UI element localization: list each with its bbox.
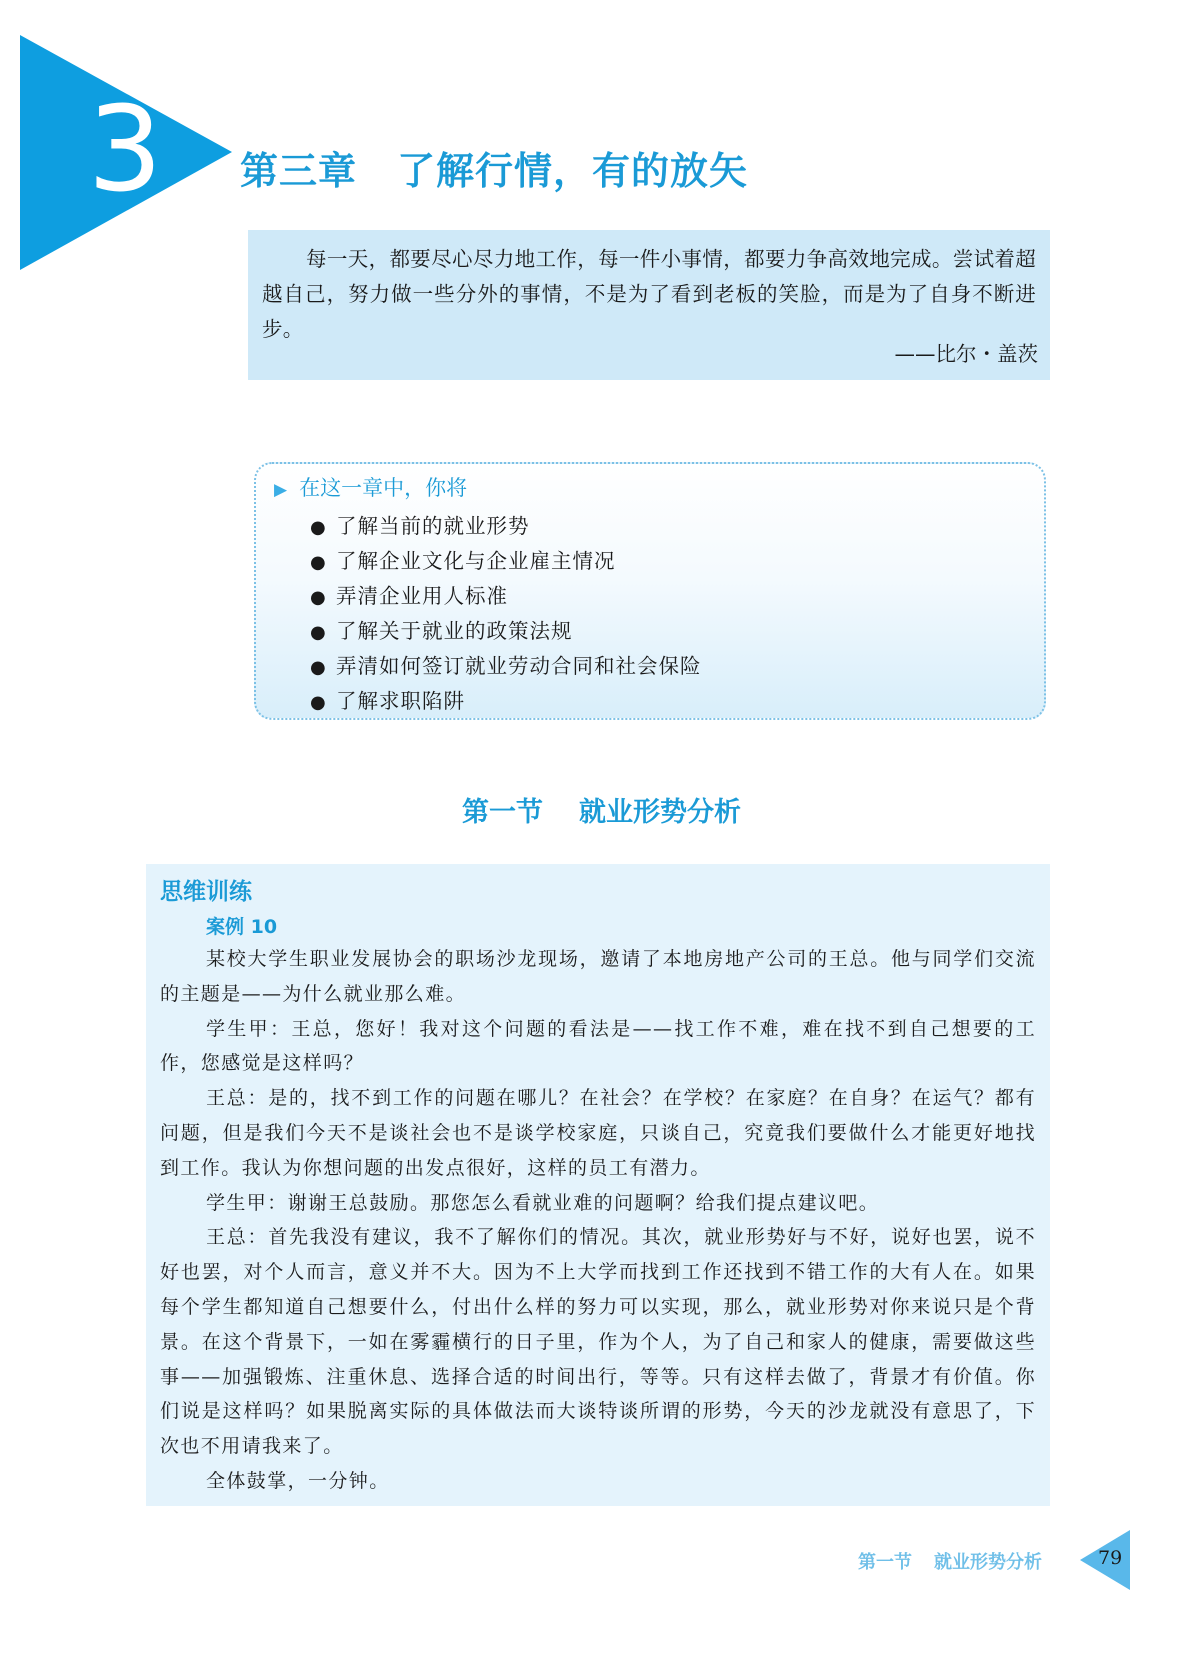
objectives-header-text: 在这一章中，你将 xyxy=(299,476,468,500)
case-paragraph: 王总：是的，找不到工作的问题在哪儿？在社会？在学校？在家庭？在自身？在运气？都有问题，但是我们今天不是谈社会也不是谈学校家庭，只谈自己，究竟我们要做什么才能更好地找到工作。我认为你想问题的出发点很好，这样的员工有潜力。 xyxy=(160,1087,1036,1179)
objective-text: 了解企业文化与企业雇主情况 xyxy=(336,549,616,573)
bullet-icon: ● xyxy=(310,517,327,538)
objectives-list xyxy=(310,509,702,719)
objective-text: 了解关于就业的政策法规 xyxy=(336,619,573,643)
objective-text: 弄清企业用人标准 xyxy=(336,584,508,608)
case-paragraph: 某校大学生职业发展协会的职场沙龙现场，邀请了本地房地产公司的王总。他与同学们交流的主题是——为什么就业那么难。 xyxy=(160,948,1036,1005)
thinking-title: 思维训练 xyxy=(160,879,252,905)
case-paragraph: 全体鼓掌，一分钟。 xyxy=(206,1469,390,1492)
quote-box xyxy=(248,230,1050,380)
section-number: 第一节 xyxy=(462,797,543,828)
bullet-icon: ● xyxy=(310,552,327,573)
bullet-icon: ● xyxy=(310,587,327,608)
case-label: 案例 10 xyxy=(206,916,278,938)
running-footer xyxy=(858,1548,1042,1574)
bullet-icon: ● xyxy=(310,657,327,678)
chapter-objectives-box xyxy=(254,462,1046,720)
chapter-title xyxy=(240,140,940,195)
case-paragraph: 学生甲：王总，您好！我对这个问题的看法是——找工作不难，难在找不到自己想要的工作，您感觉是这样吗？ xyxy=(160,1017,1036,1075)
chapter-number: 3 xyxy=(87,80,163,218)
case-paragraph: 王总：首先我没有建议，我不了解你们的情况。其次，就业形势好与不好，说好也罢，说不好也罢，对个人而言，意义并不大。因为不上大学而找到工作还找到不错工作的大有人在。如果每个学生都知道自己想要什么，付出什么样的努力可以实现，那么，就业形势对你来说只是个背景。在这个背景下，一如在雾霾横行的日子里，作为个人，为了自己和家人的健康，需要做这些事——加强锻炼、注重休息、选择合适的时间出行，等等。只有这样去做了，背景才有价值。你们说是这样吗？如果脱离实际的具体做法而大谈特谈所谓的形势，今天的沙龙就没有意思了，下次也不用请我来了。 xyxy=(160,1226,1036,1458)
thinking-training-box xyxy=(146,864,1050,1506)
objective-text: 了解求职陷阱 xyxy=(336,689,465,713)
list-item xyxy=(310,614,702,649)
bullet-icon: ● xyxy=(310,622,327,643)
footer-section-title: 就业形势分析 xyxy=(934,1552,1042,1573)
quote-author: ——比尔・盖茨 xyxy=(894,342,1038,366)
objective-text: 了解当前的就业形势 xyxy=(336,514,530,538)
footer-section-number: 第一节 xyxy=(858,1552,912,1573)
list-item xyxy=(310,509,702,544)
triangle-bullet-icon: ▶ xyxy=(274,480,288,500)
list-item xyxy=(310,544,702,579)
list-item xyxy=(310,579,702,614)
chapter-title-text: 了解行情，有的放矢 xyxy=(397,148,749,193)
section-title: 就业形势分析 xyxy=(579,797,741,828)
objectives-header xyxy=(274,472,467,502)
list-item xyxy=(310,649,702,684)
case-paragraph: 学生甲：谢谢王总鼓励。那您怎么看就业难的问题啊？给我们提点建议吧。 xyxy=(206,1191,880,1214)
quote-text: 每一天，都要尽心尽力地工作，每一件小事情，都要力争高效地完成。尝试着超越自己，努力做一些分外的事情，不是为了看到老板的笑脸，而是为了自身不断进步。 xyxy=(262,247,1036,341)
section-heading xyxy=(0,790,1203,829)
chapter-label: 第三章 xyxy=(240,148,358,193)
list-item xyxy=(310,684,702,719)
bullet-icon: ● xyxy=(310,692,327,713)
page-number: 79 xyxy=(1098,1547,1123,1569)
objective-text: 弄清如何签订就业劳动合同和社会保险 xyxy=(336,654,702,678)
